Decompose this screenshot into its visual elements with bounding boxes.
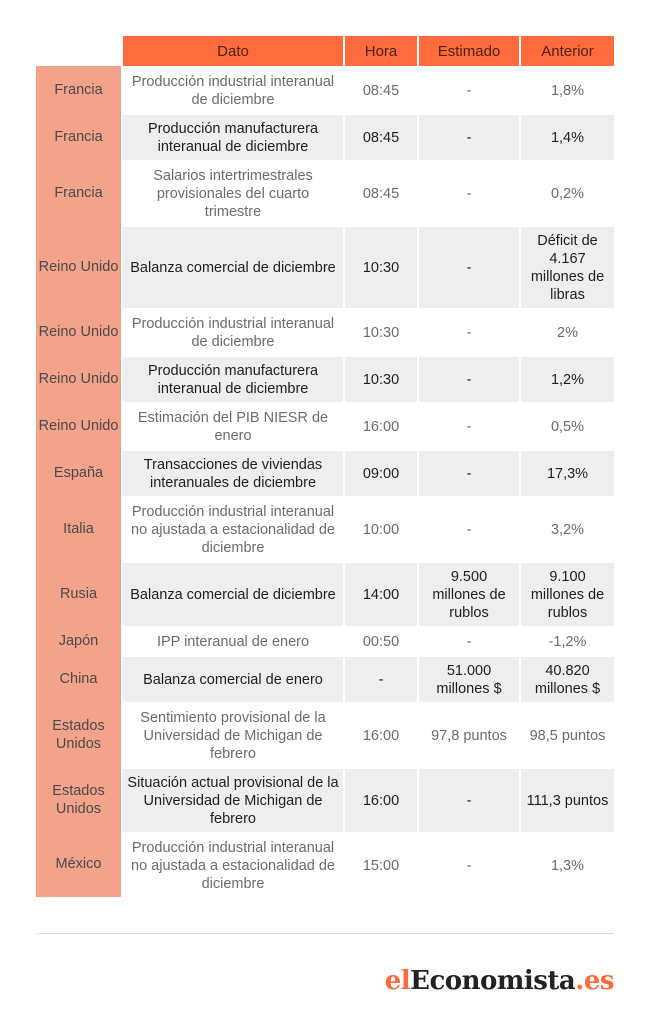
row-anterior: 98,5 puntos	[519, 702, 614, 767]
footer-divider	[36, 933, 614, 934]
row-hora: 16:00	[343, 767, 417, 832]
row-anterior: 17,3%	[519, 449, 614, 496]
header-corner	[36, 36, 121, 66]
table-row	[36, 225, 614, 308]
row-estimado: -	[417, 355, 519, 402]
row-anterior: 1,2%	[519, 355, 614, 402]
row-country: Francia	[36, 113, 121, 160]
row-estimado: -	[417, 308, 519, 355]
logo-suffix: .es	[575, 966, 614, 996]
row-hora: -	[343, 655, 417, 702]
row-hora: 16:00	[343, 402, 417, 449]
row-hora: 14:00	[343, 561, 417, 626]
table-row	[36, 702, 614, 767]
row-anterior: 0,2%	[519, 160, 614, 225]
row-anterior: 0,5%	[519, 402, 614, 449]
table-row	[36, 655, 614, 702]
header-hora: Hora	[343, 36, 417, 66]
header-dato: Dato	[121, 36, 343, 66]
row-hora: 10:30	[343, 225, 417, 308]
row-hora: 16:00	[343, 702, 417, 767]
row-estimado: -	[417, 225, 519, 308]
row-anterior: 40.820 millones $	[519, 655, 614, 702]
row-estimado: 51.000 millones $	[417, 655, 519, 702]
row-estimado: 9.500 millones de rublos	[417, 561, 519, 626]
row-hora: 09:00	[343, 449, 417, 496]
row-dato: Balanza comercial de diciembre	[121, 225, 343, 308]
row-anterior: -1,2%	[519, 626, 614, 655]
row-estimado: -	[417, 160, 519, 225]
row-anterior: 1,4%	[519, 113, 614, 160]
table-row	[36, 160, 614, 225]
row-country: Reino Unido	[36, 308, 121, 355]
row-dato: Salarios intertrimestrales provisionales del cuarto trimestre	[121, 160, 343, 225]
logo-prefix: el	[384, 966, 411, 996]
table-row	[36, 626, 614, 655]
row-dato: Transacciones de viviendas interanuales de diciembre	[121, 449, 343, 496]
row-anterior: 2%	[519, 308, 614, 355]
eleconomista-logo	[385, 966, 614, 996]
row-hora: 10:30	[343, 308, 417, 355]
row-estimado: 97,8 puntos	[417, 702, 519, 767]
row-country: Japón	[36, 626, 121, 655]
table-row	[36, 402, 614, 449]
row-dato: Estimación del PIB NIESR de enero	[121, 402, 343, 449]
header-anterior: Anterior	[519, 36, 614, 66]
table-row	[36, 496, 614, 561]
row-dato: Balanza comercial de diciembre	[121, 561, 343, 626]
row-country: Estados Unidos	[36, 702, 121, 767]
row-dato: Producción manufacturera interanual de diciembre	[121, 355, 343, 402]
row-hora: 10:00	[343, 496, 417, 561]
row-dato: Balanza comercial de enero	[121, 655, 343, 702]
row-estimado: -	[417, 496, 519, 561]
row-hora: 10:30	[343, 355, 417, 402]
economic-calendar-table	[36, 36, 614, 897]
table-row	[36, 449, 614, 496]
table-row	[36, 66, 614, 113]
row-dato: Producción manufacturera interanual de diciembre	[121, 113, 343, 160]
row-anterior: 9.100 millones de rublos	[519, 561, 614, 626]
row-hora: 15:00	[343, 832, 417, 897]
row-country: Reino Unido	[36, 402, 121, 449]
row-dato: Producción industrial interanual de diciembre	[121, 66, 343, 113]
table-row	[36, 113, 614, 160]
logo-middle: Economista	[410, 966, 576, 996]
row-country: Reino Unido	[36, 225, 121, 308]
row-anterior: Déficit de 4.167 millones de libras	[519, 225, 614, 308]
table-row	[36, 767, 614, 832]
row-anterior: 3,2%	[519, 496, 614, 561]
row-anterior: 1,8%	[519, 66, 614, 113]
calendar-table-container	[36, 36, 614, 897]
row-dato: Producción industrial interanual no ajustada a estacionalidad de diciembre	[121, 496, 343, 561]
row-country: Italia	[36, 496, 121, 561]
row-hora: 08:45	[343, 113, 417, 160]
row-anterior: 1,3%	[519, 832, 614, 897]
row-country: Estados Unidos	[36, 767, 121, 832]
row-dato: Situación actual provisional de la Universidad de Michigan de febrero	[121, 767, 343, 832]
row-estimado: -	[417, 113, 519, 160]
row-estimado: -	[417, 626, 519, 655]
row-country: Reino Unido	[36, 355, 121, 402]
row-estimado: -	[417, 402, 519, 449]
row-dato: IPP interanual de enero	[121, 626, 343, 655]
row-estimado: -	[417, 832, 519, 897]
row-country: México	[36, 832, 121, 897]
table-row	[36, 561, 614, 626]
row-country: Francia	[36, 66, 121, 113]
table-row	[36, 832, 614, 897]
header-row	[36, 36, 614, 66]
header-estimado: Estimado	[417, 36, 519, 66]
row-hora: 08:45	[343, 66, 417, 113]
row-hora: 08:45	[343, 160, 417, 225]
row-country: España	[36, 449, 121, 496]
table-row	[36, 355, 614, 402]
row-country: China	[36, 655, 121, 702]
row-dato: Sentimiento provisional de la Universidad de Michigan de febrero	[121, 702, 343, 767]
row-estimado: -	[417, 449, 519, 496]
row-anterior: 111,3 puntos	[519, 767, 614, 832]
row-estimado: -	[417, 767, 519, 832]
row-dato: Producción industrial interanual no ajustada a estacionalidad de diciembre	[121, 832, 343, 897]
row-dato: Producción industrial interanual de diciembre	[121, 308, 343, 355]
row-country: Francia	[36, 160, 121, 225]
table-row	[36, 308, 614, 355]
row-estimado: -	[417, 66, 519, 113]
row-hora: 00:50	[343, 626, 417, 655]
row-country: Rusia	[36, 561, 121, 626]
